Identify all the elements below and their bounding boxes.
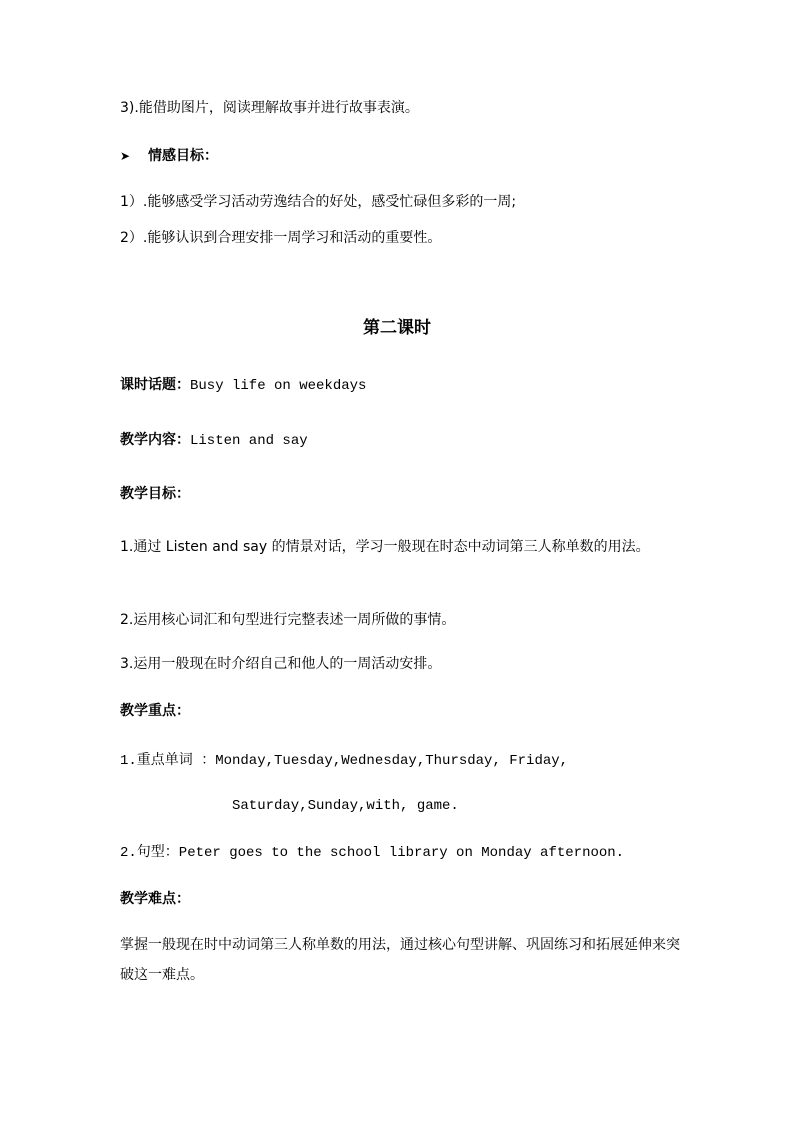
difficulties-text: 掌握一般现在时中动词第三人称单数的用法，通过核心句型讲解、巩固练习和拓展延伸来突破这一难点。 — [120, 937, 680, 983]
objective-1: 1.通过 Listen and say 的情景对话，学习一般现在时态中动词第三人称单数的用法。 — [120, 539, 650, 555]
lesson-topic-value: Busy life on weekdays — [190, 378, 367, 394]
emotion-goal-2: 2）.能够认识到合理安排一周学习和活动的重要性。 — [120, 230, 442, 246]
objective-3: 3.运用一般现在时介绍自己和他人的一周活动安排。 — [120, 656, 442, 672]
difficulties-heading: 教学难点： — [120, 891, 190, 907]
lesson-content-label: 教学内容： — [120, 432, 190, 448]
lesson-content — [120, 430, 308, 451]
lesson-title: 第二课时 — [363, 318, 431, 338]
lesson-content-value: Listen and say — [190, 433, 308, 449]
key-words-line-2: Saturday,Sunday,with, game. — [232, 798, 459, 814]
emotion-goals-heading — [120, 146, 218, 166]
arrow-bullet-icon: ➤ — [120, 149, 131, 163]
objective-2: 2.运用核心词汇和句型进行完整表述一周所做的事情。 — [120, 612, 456, 628]
lesson-topic-label: 课时话题： — [120, 377, 190, 393]
objective-item-3: 3).能借助图片，阅读理解故事并进行故事表演。 — [120, 100, 419, 116]
emotion-goal-1: 1）.能够感受学习活动劳逸结合的好处，感受忙碌但多彩的一周; — [120, 194, 517, 210]
objectives-heading: 教学目标： — [120, 486, 190, 502]
key-sentence: 2.句型：Peter goes to the school library on Monday afternoon. — [120, 845, 625, 861]
emotion-goals-label: 情感目标： — [148, 148, 218, 164]
key-words-line-1: 1.重点单词 ：Monday,Tuesday,Wednesday,Thursday, Friday, — [120, 753, 569, 769]
lesson-topic — [120, 375, 366, 396]
key-points-heading: 教学重点： — [120, 703, 190, 719]
